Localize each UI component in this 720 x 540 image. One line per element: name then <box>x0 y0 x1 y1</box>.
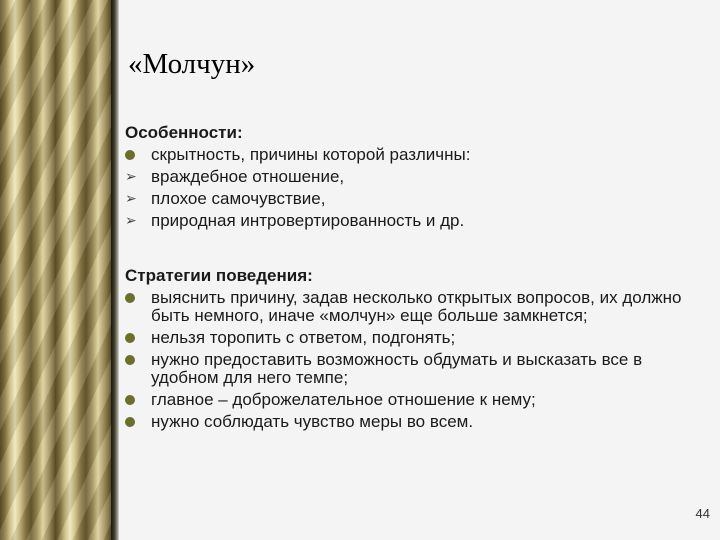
gold-curtain-decoration <box>0 0 111 540</box>
list-item <box>125 289 705 325</box>
page-number: 44 <box>695 506 710 521</box>
list-item <box>125 212 705 230</box>
strategies-list <box>125 289 705 431</box>
list-item-text: враждебное отношение, <box>151 167 345 186</box>
list-item <box>125 190 705 208</box>
list-item-text: главное – доброжелательное отношение к нему; <box>151 390 536 409</box>
list-item-text: скрытность, причины которой различны: <box>151 145 471 164</box>
list-item-text: нужно предоставить возможность обдумать и высказать все в удобном для него темпе; <box>151 350 643 387</box>
list-item <box>125 329 705 347</box>
dot-icon <box>125 413 141 431</box>
dot-icon <box>125 329 141 347</box>
dot-icon <box>125 391 141 409</box>
list-item-text: плохое самочувствие, <box>151 189 326 208</box>
list-item <box>125 351 705 387</box>
arrow-icon: ➢ <box>125 191 137 207</box>
strategies-heading: Стратегии поведения: <box>125 266 313 285</box>
list-item-text: нельзя торопить с ответом, подгонять; <box>151 328 456 347</box>
list-item-text: выяснить причину, задав несколько открытых вопросов, их должно быть немного, иначе «молчун» еще больше замкнется; <box>151 288 682 325</box>
list-item-text: нужно соблюдать чувство меры во всем. <box>151 412 474 431</box>
dot-icon <box>125 351 141 369</box>
list-item <box>125 391 705 409</box>
features-heading: Особенности: <box>125 123 243 142</box>
arrow-icon: ➢ <box>125 169 137 185</box>
dot-icon <box>125 289 141 307</box>
strategies-section <box>125 264 705 435</box>
curtain-edge-shadow <box>111 0 119 540</box>
dot-icon <box>125 146 141 164</box>
list-item <box>125 413 705 431</box>
arrow-icon: ➢ <box>125 213 137 229</box>
list-item-text: природная интровертированность и др. <box>151 211 465 230</box>
features-section <box>125 121 705 234</box>
list-item <box>125 146 705 164</box>
list-item <box>125 168 705 186</box>
slide-title: «Молчун» <box>128 48 256 80</box>
features-list <box>125 146 705 230</box>
